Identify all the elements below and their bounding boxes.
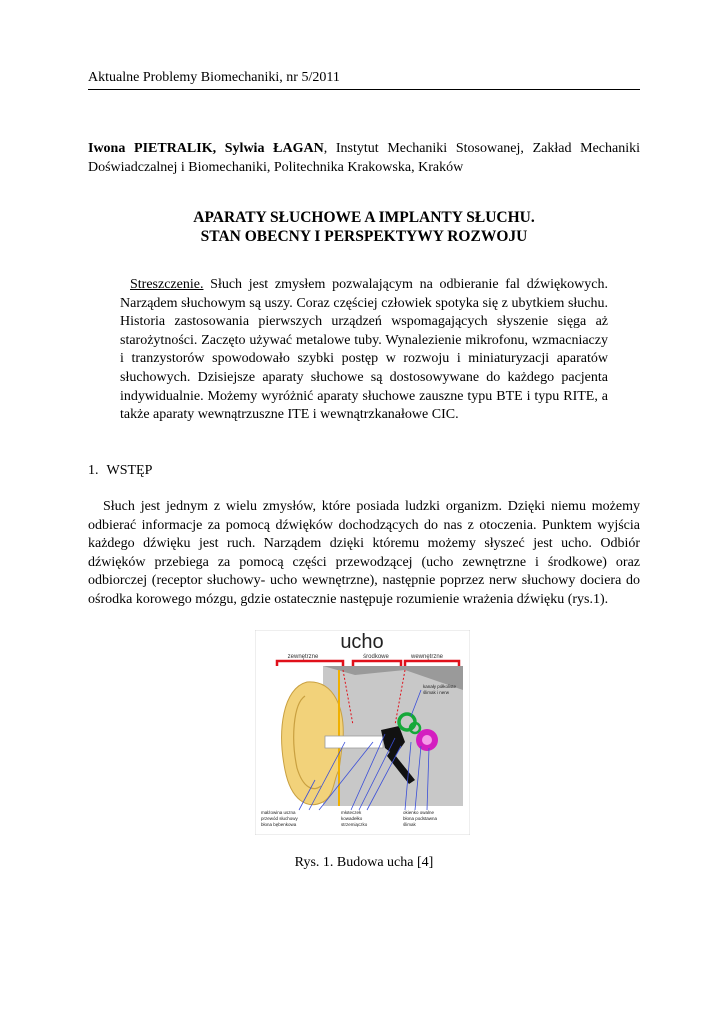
section-title: WSTĘP [106, 463, 153, 478]
label-ear-canal: przewód słuchowy [261, 816, 298, 821]
journal-header: Aktualne Problemy Biomechaniki, nr 5/2011 [88, 70, 340, 85]
label-cochlea-nerve: ślimak i nerw [423, 690, 450, 695]
label-stapes: strzemiączko [341, 822, 368, 827]
section-label-middle: środkowe [363, 654, 389, 660]
abstract [120, 276, 608, 425]
label-incus: kowadełko [341, 816, 363, 821]
section-label-outer: zewnętrzne [287, 654, 319, 660]
label-oval-window: okienko owalne [403, 810, 435, 815]
section-number: 1. [88, 463, 99, 478]
label-basilar-membrane: błona podstawna [403, 816, 438, 821]
author-names: Iwona PIETRALIK, Sylwia ŁAGAN [88, 141, 324, 156]
title-line-1: APARATY SŁUCHOWE A IMPLANTY SŁUCHU. [193, 209, 535, 226]
label-malleus: młoteczek [341, 810, 362, 815]
ear-diagram [255, 630, 470, 835]
ear-figure [255, 630, 470, 835]
label-semicircular: kanały półkoliste [423, 684, 457, 689]
abstract-text: Słuch jest zmysłem pozwalającym na odbieranie fal dźwiękowych. Narządem słuchowym są uszy. Coraz częściej człowiek spotyka się z ubytkiem słuchu. Historia zastosowania pierwszych urządzeń wspomagających słyszenie sięga aż starożytności. Zaczęto używać metalowe tuby. Wynalezienie mikrofonu, wzmacniaczy i tranzystorów spowodowało szybki postęp w rozwoju i miniaturyzacji aparatów słuchowych. Dzisiejsze aparaty słuchowe są dostosowywane do każdego pacjenta indywidualnie. Możemy wyróżnić aparaty słuchowe zauszne typu BTE i typu RITE, a także aparaty wewnątrzuszne ITE i wewnątrzkanałowe CIC. [120, 277, 608, 423]
section-label-inner: wewnętrzne [410, 654, 444, 660]
title-line-2: STAN OBECNY I PERSPEKTYWY ROZWOJU [200, 228, 528, 245]
cochlea-inner [422, 735, 432, 745]
figure-caption: Rys. 1. Budowa ucha [4] [294, 855, 434, 870]
intro-paragraph: Słuch jest jednym z wielu zmysłów, które posiada ludzki organizm. Dzięki niemu możemy odbierać informacje za pomocą dźwięków dochodzących do nas z otoczenia. Punktem wyjścia każdego dźwięku jest ruch. Narządem dzięki któremu możemy słyszeć jest ucho. Odbiór dźwięków przebiega za pomocą części przewodzącej (ucho zewnętrzne i środkowe) oraz odbiorczej (receptor słuchowy- ucho wewnętrzne), następnie poprzez nerw słuchowy dociera do ośrodka korowego mózgu, gdzie ostatecznie następuje rozumienie wrażenia dźwięku (rys.1). [88, 499, 640, 607]
author-affiliation: , Instytut Mechaniki Stosowanej, Zakład Mechaniki Doświadczalnej i Biomechaniki, Politechnika Krakowska, Kraków [88, 141, 640, 175]
ear-canal [325, 736, 383, 748]
header-rule [88, 89, 640, 90]
label-pinna: małżowina uszna [261, 810, 296, 815]
author-block [88, 139, 640, 177]
label-cochlea: ślimak [403, 822, 416, 827]
label-eardrum: błona bębenkowa [261, 822, 297, 827]
section-heading [88, 463, 160, 479]
figure-title: ucho [340, 631, 384, 653]
abstract-label: Streszczenie. [130, 277, 204, 292]
paper-title [88, 208, 640, 246]
